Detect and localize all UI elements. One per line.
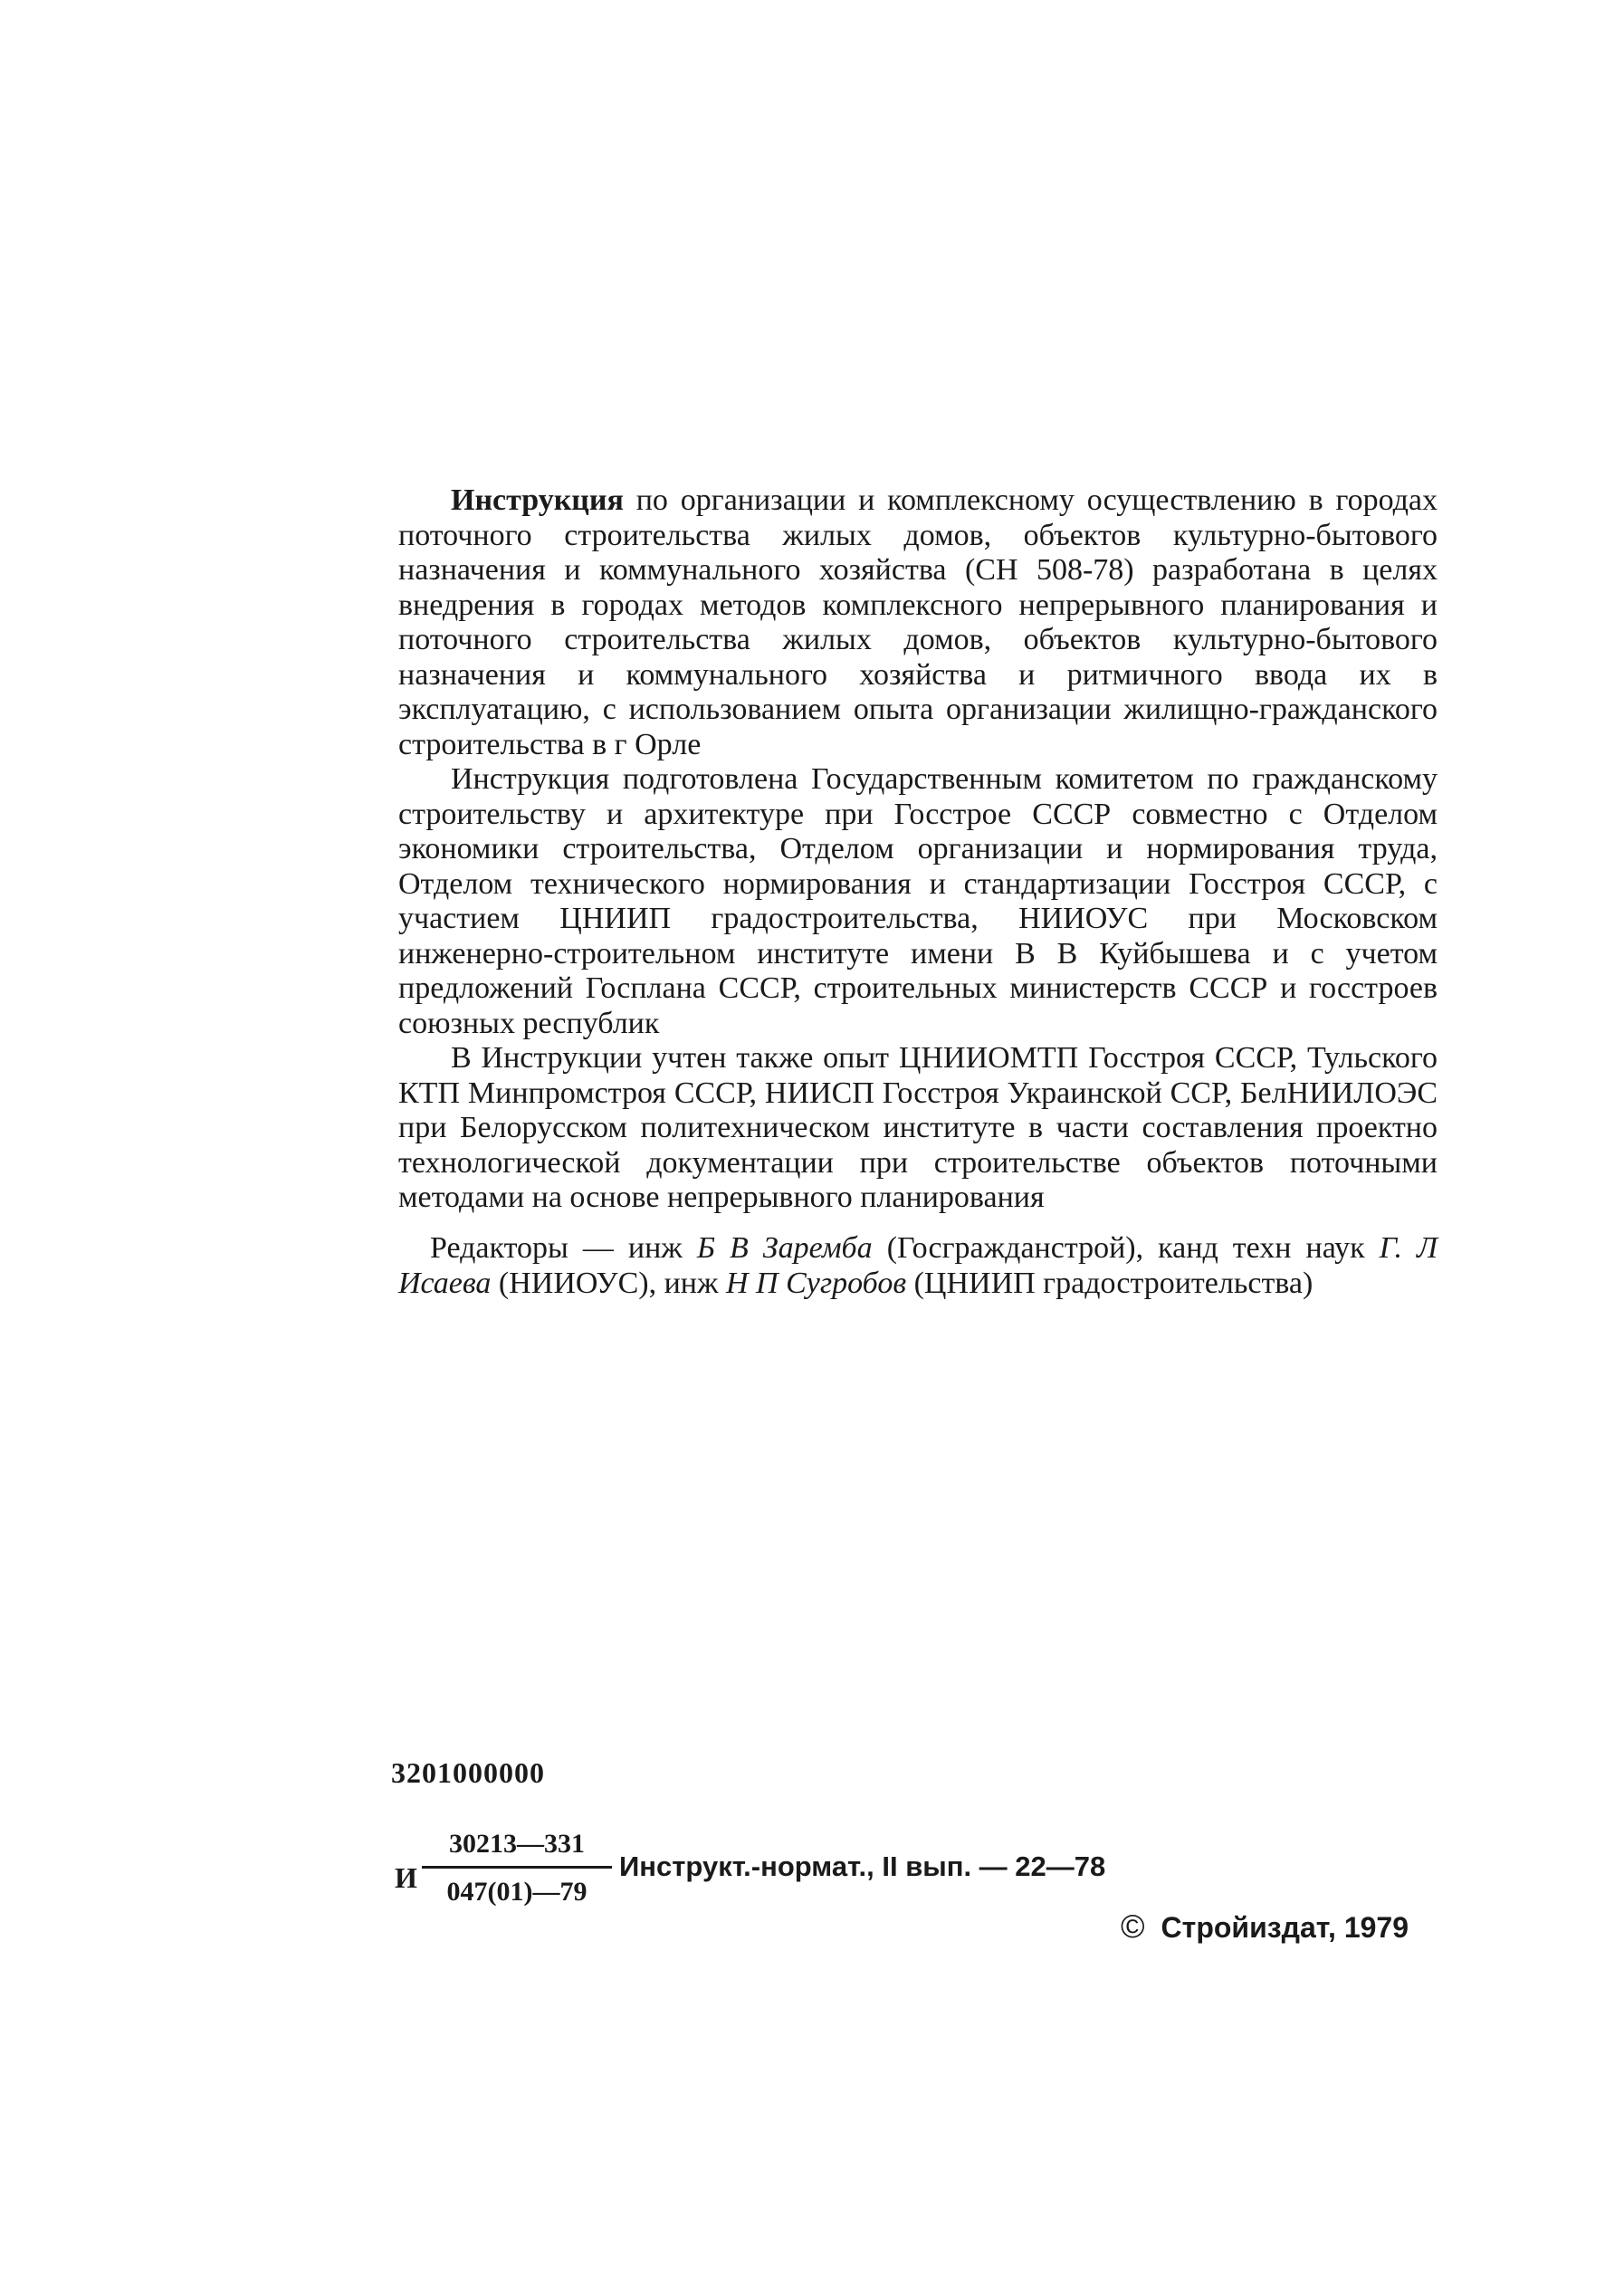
editors-prefix: Редакторы — инж [430, 1231, 683, 1265]
index-denominator: 047(01)—79 [446, 1877, 588, 1907]
catalog-index [395, 1824, 1209, 1915]
paragraph-1-body: по организации и комплексному осуществлению в городах поточного строительства жилых домов, объектов культурно-бытового назначения и коммунального хозяйства (СН 508-78) разработана в целях внедрения в городах методов комплексного непрерывного планирования и поточного строительства жилых домов, объектов культурно-бытового назначения и коммунального хозяйства и ритмичного ввода их в эксплуатацию, с использованием опыта организации жилищно-гражданского строительства в г Орле [398, 483, 1438, 761]
fraction-bar [422, 1866, 612, 1869]
publisher-text: Стройиздат, 1979 [1161, 1911, 1409, 1944]
paragraph-1 [398, 483, 1438, 762]
index-numerator: 30213—331 [449, 1829, 585, 1859]
editor-org-3: (ЦНИИП градостроительства) [913, 1266, 1314, 1300]
copyright-icon: © [1121, 1908, 1145, 1945]
paragraph-2: Инструкция подготовлена Государственным комитетом по гражданскому строительству и архитектуре при Госстрое СССР совместно с Отделом экономики строительства, Отделом организации и нормирования труда, Отделом технического нормирования и стандартизации Госстроя СССР, с участием ЦНИИП градостроительства, НИИОУС при Московском инженерно-строительном институте имени В В Куйбышева и с учетом предложений Госплана СССР, строительных министерств СССР и госстроев союзных республик [398, 762, 1438, 1040]
editor-name-2: Г. Л Исаева [398, 1231, 1438, 1300]
paragraph-3: В Инструкции учтен также опыт ЦНИИОМТП Госстроя СССР, Тульского КТП Минпромстроя СССР, НИИСП Госстроя Украинской ССР, БелНИИЛОЭС при Белорусском политехническом институте в части составления проектно технологической документации при строительстве объектов поточными методами на основе непрерывного планирования [398, 1041, 1438, 1214]
editors-credit [398, 1231, 1438, 1301]
index-fraction [422, 1824, 612, 1912]
editor-name-3: Н П Сугробов [725, 1266, 907, 1300]
index-letter: И [395, 1861, 417, 1894]
copyright-line [1121, 1908, 1409, 1946]
editor-org-1: (Госгражданстрой), канд техн наук [886, 1231, 1365, 1265]
series-text: Инструкт.-нормат., II вып. — 22—78 [619, 1850, 1106, 1882]
editor-name-1: Б В Заремба [696, 1231, 873, 1265]
annotation-text [398, 483, 1438, 1216]
editor-org-2: (НИИОУС), инж [498, 1266, 719, 1300]
paragraph-1-lead: Инструкция [451, 483, 624, 517]
classification-code: 3201000000 [391, 1756, 545, 1789]
